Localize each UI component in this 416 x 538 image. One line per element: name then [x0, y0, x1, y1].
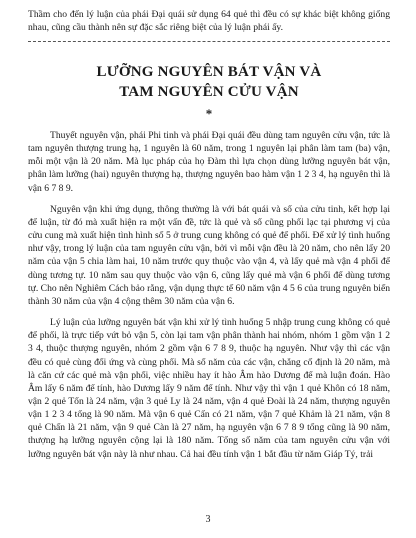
section-heading [28, 62, 390, 102]
page-number: 3 [205, 514, 211, 525]
section-divider [28, 41, 390, 42]
heading-line-1: LƯỠNG NGUYÊN BÁT VẬN VÀ [96, 64, 322, 80]
intro-paragraph: Thầm cho đến lý luận của phái Đại quái sử dụng 64 quẻ thì đều có sự khác biệt không giống nhau, cũng cầu thành nên sự đặc sắc riêng biệt của lý luận phái ấy. [28, 9, 390, 33]
body-paragraph-3: Lý luận của lưỡng nguyên bát vận khi xử lý tình huống 5 nhập trung cung không có quẻ để phối, là trực tiếp vứt bỏ vận 5, còn lại tam vận phân thành hai nhóm, nhóm 1 gồm vận 1 2 3 4, thuộc thượng nguyên, nhóm 2 gồm vận 6 7 8 9, thuộc hạ nguyên. Như vậy thì các vận đều có quẻ cùng đối ứng và cùng phối. Mà số năm của các vận, chẳng cố định là 20 năm, mà là căn cứ các quẻ mà vận phối, việc nhiều hay ít hào Âm hào Dương để mà luận đoán. Hào Âm lấy 6 năm để tính, hào Dương lấy 9 năm để tính. Như vậy thì vận 1 quẻ Khôn có 18 năm, vận 2 quẻ Tốn là 24 năm, vận 3 quẻ Ly là 24 năm, vận 4 quẻ Đoài là 24 năm, thượng nguyên vận 1 2 3 4 tổng là 90 năm. Mà vận 6 quẻ Cấn có 21 năm, vận 7 quẻ Khảm là 21 năm, vận 8 quẻ Chấn là 21 năm, vận 9 quẻ Càn là 27 năm, hạ nguyên vận 6 7 8 9 tổng cũng là 90 năm, thượng hạ lưỡng nguyên cộng lại là 180 năm. Tổng số năm của tam nguyên cửu vận với lưỡng nguyên bát vận này là như nhau. Cả hai đều tính vận 1 bắt đầu từ năm Giáp Tý, trải [28, 317, 390, 460]
heading-line-2: TAM NGUYÊN CỬU VẬN [119, 84, 299, 100]
body-paragraph-2: Nguyên vận khi ứng dụng, thông thường là với bát quái và số của cửu tinh, kết hợp lại để luận, từ đó mà xuất hiện ra một vấn đề, tức là quẻ và số cũng phối lạc tại phương vị của cửu cung mà xuất hiện tình hình số 5 ở trung cung không có quẻ để phối. Để xử lý tình huống như vậy, trong lý luận của tam nguyên cửu vận, bởi vì mỗi vận đều là 20 năm, cho nên lấy 20 năm của vận 5 chia làm hai, 10 năm trước quy thuộc vào vận 4, và lấy quẻ mà vận 4 phối để dùng tương tự. 10 năm sau quy thuộc vào vận 6, cũng lấy quẻ mà vận 6 phối để dùng tương tự. Cho nên Nghiêm Cách bảo rằng, vận dụng thực tế 60 năm vận 4 5 6 của trung nguyên biến thành 30 năm của vận 4 cộng thêm 30 năm của vận 6. [28, 203, 390, 307]
document-page [28, 8, 390, 461]
body-paragraph-1: Thuyết nguyên vận, phái Phi tinh và phái Đại quái đều dùng tam nguyên cửu vận, tức là tam nguyên thượng trung hạ, 1 nguyên là 60 năm, trong 1 nguyên lại phân làm tam (ba) vận, mỗi một vận là 20 năm. Mà lục pháp của họ Đàm thì lựa chọn dùng lưỡng nguyên bát vận, phân làm lưỡng (hai) nguyên thượng hạ, thượng nguyên bao hàm vận 1 2 3 4, hạ nguyên thì là vận 6 7 8 9. [28, 130, 391, 194]
heading-separator: * [205, 106, 213, 121]
